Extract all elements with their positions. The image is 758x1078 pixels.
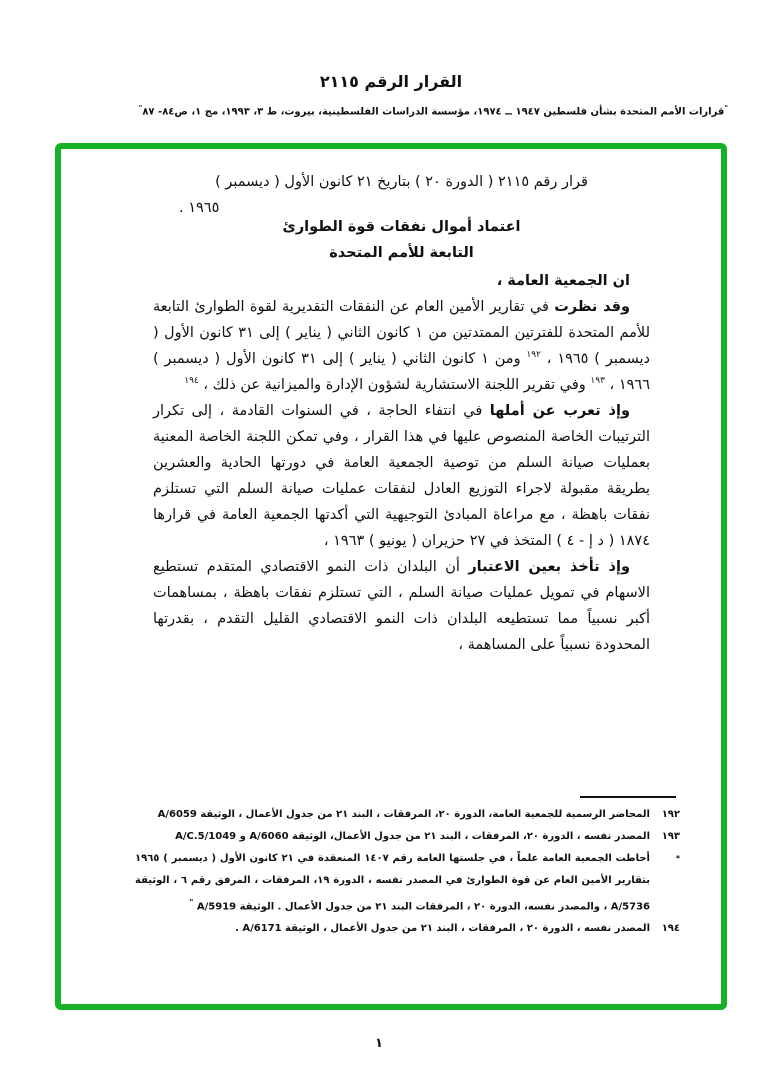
paragraph-opening	[153, 268, 650, 294]
footnote-separator-rule	[580, 796, 676, 798]
citation-open-mark: "	[724, 104, 728, 112]
footnote-192	[135, 804, 680, 826]
footnote-194	[135, 918, 680, 940]
citation-text: قرارات الأمم المتحدة بشأن فلسطين ١٩٤٧ ــ ١٩٧٤، مؤسسة الدراسات الفلسطينية، بيروت، ط ٣، ١٩٩٣، مج ١، ص٨٤- ٨٧	[142, 106, 725, 118]
paragraph-expressing-hope: وإذ تعرب عن أملها في انتفاء الحاجة ، في السنوات القادمة ، إلى تكرار الترتيبات الخاصة المنصوص عليها في هذا القرار ، وفي تمكن اللجنة الخاصة المعنية بعمليات صيانة السلم من توصية الجمعية العامة في دورتها الحادية والعشرين بطريقة مقبولة لاجراء التوزيع العادل لنفقات عمليات صيانة السلم التي تستلزم نفقات باهظة ، مع مراعاة المبادئ التوجيهية التي أكدتها الجمعية العامة في قرارها ١٨٧٤ ( د إ - ٤ ) المتخذ في ٢٧ حزيران ( يونيو ) ١٩٦٣ ،	[153, 403, 650, 549]
paragraph-considered-reports: وقد نظرت في تقارير الأمين العام عن النفقات التقديرية لقوة الطوارئ التابعة للأمم المتحدة للفترتين الممتدتين من ١ كانون الثاني ( يناير ) إلى ٣١ كانون الأول ( ديسمبر ) ١٩٦٥ ، $^{١٩٢}$ ومن ١ كانون الثاني ( يناير ) إلى ٣١ كانون الأول ( ديسمبر ) ١٩٦٦ ، $^{١٩٣}$ وفي تقرير اللجنة الاستشارية لشؤون الإدارة والميزانية عن ذلك ، $^{١٩٤}$	[153, 299, 650, 393]
page-title: القرار الرقم ٢١١٥	[319, 72, 463, 91]
footnote-text: المصدر نفسه ، الدورة ٢٠ ، المرفقات ، البند ٢١ من جدول الأعمال ، الوثيقة A/6171 .	[235, 923, 650, 935]
subject-line2: التابعة للأمم المتحدة	[329, 245, 474, 261]
resolution-body	[153, 268, 650, 658]
footnotes-section	[135, 796, 680, 940]
resolution-heading-line1: قرار رقم ٢١١٥ ( الدورة ٢٠ ) بتاريخ ٢١ كانون الأول ( ديسمبر )	[215, 174, 588, 190]
paragraph-lead: ان الجمعية العامة ،	[496, 273, 630, 289]
footnote-marker: *	[675, 854, 680, 863]
paragraph-taking-into-account: وإذ تأخذ بعين الاعتبار أن البلدان ذات النمو الاقتصادي المتقدم تستطيع الاسهام في تمويل عمليات صيانة السلم ، التي تستلزم نفقات باهظة ، بمساهمات أكبر نسبياً مما تستطيعه البلدان ذات النمو الاقتصادي القليل التقدم ، بقدرتها المحدودة نسبياً على المساهمة ،	[153, 559, 650, 653]
footnote-text: المصدر نفسه ، الدورة ٢٠، المرفقات ، البند ٢١ من جدول الأعمال، الوثيقة A/6060 و A/C.5/1049	[175, 831, 650, 842]
subject-line1: اعتماد أموال نفقات قوة الطوارئ	[282, 219, 521, 235]
paragraph-lead: وإذ تعرب عن أملها	[489, 403, 630, 419]
resolution-subject	[153, 214, 650, 266]
footnote-number: ١٩٣	[661, 831, 680, 842]
footnote-193	[135, 826, 680, 848]
citation-close-mark: "	[138, 104, 143, 112]
footnote-text: أحاطت الجمعية العامة علماً ، في جلستها العامة رقم ١٤٠٧ المنعقدة في ٢١ كانون الأول ( ديسمبر ) ١٩٦٥ بتقارير الأمين العام عن قوة الطوارئ في المصدر نفسه ، الدورة ١٩، المرفقات ، المرفق رقم ٦ ، الوثيقة A/5736 ، والمصدر نفسه، الدورة ٢٠ ، المرفقات البند ٢١ من جدول الأعمال . الوثيقة A/5919 "	[135, 853, 651, 913]
paragraph-lead: وقد نظرت	[554, 299, 630, 315]
source-citation	[28, 104, 728, 117]
page-number: ١	[375, 1036, 383, 1051]
footnote-number: ١٩٤	[661, 923, 680, 935]
resolution-heading	[153, 168, 650, 220]
footnote-ref-193: ١٩٣	[590, 376, 605, 387]
footnote-asterisk	[135, 848, 680, 918]
footnote-number: ١٩٢	[661, 809, 680, 820]
paragraph-lead: وإذ تأخذ بعين الاعتبار	[468, 559, 630, 575]
footnote-ref-192: ١٩٢	[526, 350, 541, 361]
footnote-close-mark: "	[189, 898, 194, 907]
footnote-ref-194: ١٩٤	[184, 376, 199, 387]
resolution-heading-line2: ١٩٦٥ .	[179, 200, 220, 216]
footnote-text: المحاضر الرسمية للجمعية العامة، الدورة ٢٠، المرفقات ، البند ٢١ من جدول الأعمال ، الوثيقة A/6059	[157, 809, 650, 820]
